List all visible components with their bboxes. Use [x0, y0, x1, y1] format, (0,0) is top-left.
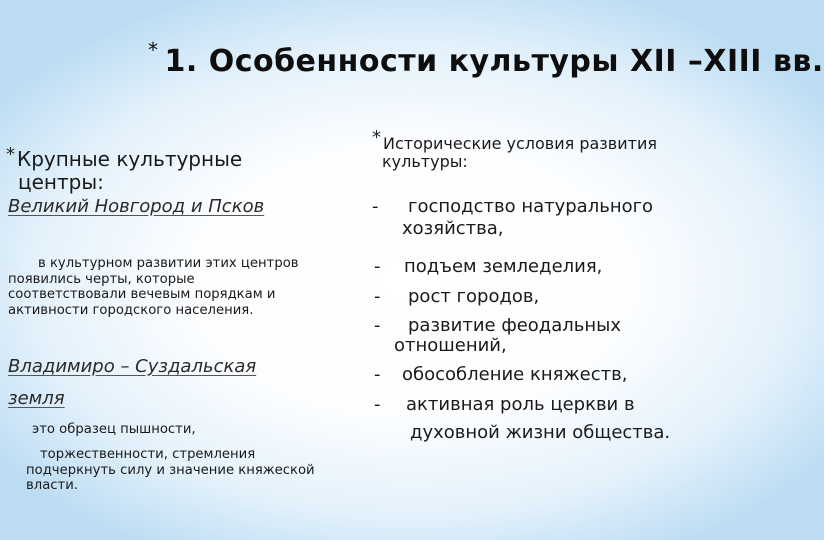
- left-heading: [6, 143, 242, 194]
- center2-description: [26, 447, 315, 494]
- list-item-text: подъем земледелия,: [404, 256, 603, 277]
- center1-desc-line: активности городского населения.: [8, 302, 254, 318]
- center-vladimir-suzdal-line2: земля: [8, 388, 65, 409]
- list-item: [374, 394, 670, 444]
- right-heading-line2: культуры:: [382, 152, 468, 171]
- left-heading-line1: Крупные культурные: [17, 147, 243, 171]
- list-item-text: хозяйства,: [402, 218, 504, 239]
- center-vladimir-suzdal-line1: Владимиро – Суздальская: [8, 356, 257, 377]
- list-item-text: активная роль церкви в: [406, 394, 635, 415]
- list-item-text: развитие феодальных: [408, 315, 622, 336]
- list-item-text: господство натурального: [408, 196, 654, 217]
- center2-desc-line: торжественности, стремления: [40, 447, 256, 462]
- list-item-text: рост городов,: [408, 286, 540, 307]
- center1-desc-line: соответствовали вечевым порядкам и: [8, 287, 276, 302]
- title-text: 1. Особенности культуры XII –XIII вв.: [164, 44, 824, 79]
- list-item: [374, 286, 539, 308]
- right-heading-line1: Исторические условия развития: [383, 134, 657, 153]
- dash-marker: -: [372, 196, 379, 217]
- list-item: [374, 256, 602, 278]
- center2-desc-line: это образец пышности,: [32, 422, 196, 437]
- dash-marker: -: [374, 315, 381, 336]
- list-item-text: обособление княжеств,: [402, 364, 628, 385]
- center2-desc-line: власти.: [26, 478, 78, 493]
- center2-desc-line: подчеркнуть силу и значение княжеской: [26, 462, 315, 478]
- center1-desc-line: в культурном развитии этих центров: [38, 256, 299, 271]
- right-heading: [372, 129, 657, 171]
- right-bullet: *: [372, 127, 381, 148]
- center1-description: [8, 256, 299, 318]
- list-item-text: отношений,: [394, 335, 507, 356]
- center-novgorod-pskov: Великий Новгород и Псков: [8, 196, 265, 217]
- list-item: [374, 364, 627, 386]
- title-bullet: *: [148, 38, 159, 62]
- page-title: [148, 38, 824, 79]
- list-item: [372, 196, 653, 240]
- dash-marker: -: [374, 256, 381, 277]
- dash-marker: -: [374, 286, 381, 307]
- left-bullet: *: [6, 144, 15, 165]
- list-item: [374, 315, 621, 357]
- left-heading-line2: центры:: [18, 170, 104, 194]
- list-item-text: духовной жизни общества.: [410, 422, 671, 443]
- dash-marker: -: [374, 364, 381, 385]
- dash-marker: -: [374, 394, 381, 415]
- center1-desc-line: появились черты, которые: [8, 271, 195, 287]
